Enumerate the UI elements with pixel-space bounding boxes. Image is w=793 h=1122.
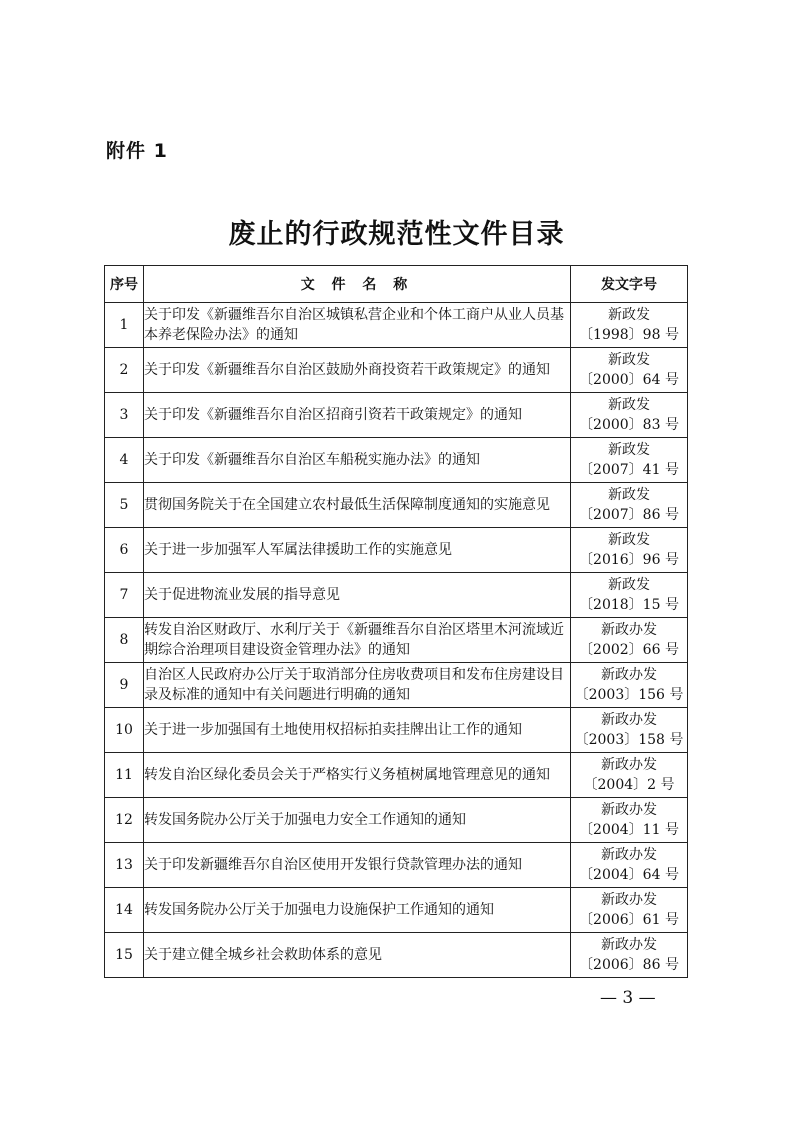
catalog-table [104,265,688,978]
row-seq: 10 [105,708,144,753]
doc-number: 〔2006〕61 号 [579,912,679,928]
row-doc-no [571,753,688,798]
doc-number: 〔2007〕41 号 [579,462,679,478]
row-doc-no [571,798,688,843]
table-row [105,798,688,843]
row-name: 关于建立健全城乡社会救助体系的意见 [144,933,571,978]
doc-issuer: 新政办发 [601,667,657,683]
doc-issuer: 新政发 [608,397,650,413]
row-seq: 5 [105,483,144,528]
row-seq: 1 [105,303,144,348]
row-name: 自治区人民政府办公厅关于取消部分住房收费项目和发布住房建设目录及标准的通知中有关问题进行明确的通知 [144,663,571,708]
row-name: 关于促进物流业发展的指导意见 [144,573,571,618]
row-name: 贯彻国务院关于在全国建立农村最低生活保障制度通知的实施意见 [144,483,571,528]
table-row [105,573,688,618]
row-seq: 6 [105,528,144,573]
doc-number: 〔2007〕86 号 [579,507,679,523]
table-row [105,438,688,483]
page-title: 废止的行政规范性文件目录 [228,219,565,250]
table-row [105,393,688,438]
row-doc-no [571,843,688,888]
doc-number: 〔1998〕98 号 [579,327,679,343]
row-seq: 4 [105,438,144,483]
doc-number: 〔2004〕11 号 [579,822,679,838]
row-name: 关于进一步加强国有土地使用权招标拍卖挂牌出让工作的通知 [144,708,571,753]
table-header-row [105,266,688,303]
doc-issuer: 新政办发 [601,802,657,818]
page-number: — 3 — [600,988,656,1008]
doc-issuer: 新政办发 [601,757,657,773]
table-row [105,348,688,393]
row-doc-no [571,303,688,348]
doc-issuer: 新政办发 [601,712,657,728]
row-doc-no [571,348,688,393]
doc-number: 〔2006〕86 号 [579,957,679,973]
row-doc-no [571,933,688,978]
row-seq: 14 [105,888,144,933]
row-name: 转发自治区财政厅、水利厅关于《新疆维吾尔自治区塔里木河流域近期综合治理项目建设资金管理办法》的通知 [144,618,571,663]
row-name: 关于印发《新疆维吾尔自治区招商引资若干政策规定》的通知 [144,393,571,438]
table-row [105,303,688,348]
row-doc-no [571,708,688,753]
table-row [105,618,688,663]
row-doc-no [571,888,688,933]
row-seq: 3 [105,393,144,438]
doc-issuer: 新政办发 [601,892,657,908]
doc-number: 〔2000〕64 号 [579,372,679,388]
table-row [105,888,688,933]
row-name: 转发国务院办公厅关于加强电力设施保护工作通知的通知 [144,888,571,933]
row-doc-no [571,573,688,618]
row-seq: 2 [105,348,144,393]
row-doc-no [571,483,688,528]
doc-issuer: 新政发 [608,532,650,548]
row-name: 关于印发《新疆维吾尔自治区车船税实施办法》的通知 [144,438,571,483]
doc-issuer: 新政发 [608,307,650,323]
header-name: 文 件 名 称 [144,266,571,303]
row-name: 关于进一步加强军人军属法律援助工作的实施意见 [144,528,571,573]
doc-number: 〔2016〕96 号 [579,552,679,568]
row-seq: 11 [105,753,144,798]
table-row [105,663,688,708]
doc-number: 〔2004〕2 号 [583,777,675,793]
row-name: 转发国务院办公厅关于加强电力安全工作通知的通知 [144,798,571,843]
row-seq: 15 [105,933,144,978]
row-name: 关于印发《新疆维吾尔自治区城镇私营企业和个体工商户从业人员基本养老保险办法》的通知 [144,303,571,348]
table-row [105,483,688,528]
doc-number: 〔2003〕156 号 [574,687,684,703]
doc-issuer: 新政发 [608,442,650,458]
row-seq: 13 [105,843,144,888]
doc-number: 〔2000〕83 号 [579,417,679,433]
table-row [105,708,688,753]
doc-number: 〔2004〕64 号 [579,867,679,883]
doc-issuer: 新政办发 [601,847,657,863]
row-seq: 12 [105,798,144,843]
table-row [105,843,688,888]
doc-issuer: 新政发 [608,487,650,503]
row-doc-no [571,438,688,483]
doc-issuer: 新政办发 [601,622,657,638]
row-doc-no [571,618,688,663]
row-doc-no [571,663,688,708]
row-seq: 9 [105,663,144,708]
row-seq: 8 [105,618,144,663]
attachment-label: 附件 1 [106,140,168,162]
doc-number: 〔2018〕15 号 [579,597,679,613]
header-seq: 序号 [105,266,144,303]
row-name: 转发自治区绿化委员会关于严格实行义务植树属地管理意见的通知 [144,753,571,798]
row-seq: 7 [105,573,144,618]
doc-number: 〔2002〕66 号 [579,642,679,658]
doc-issuer: 新政发 [608,352,650,368]
row-doc-no [571,393,688,438]
row-doc-no [571,528,688,573]
table-row [105,528,688,573]
header-doc-no: 发文字号 [571,266,688,303]
row-name: 关于印发《新疆维吾尔自治区鼓励外商投资若干政策规定》的通知 [144,348,571,393]
row-name: 关于印发新疆维吾尔自治区使用开发银行贷款管理办法的通知 [144,843,571,888]
table-row [105,753,688,798]
doc-issuer: 新政办发 [601,937,657,953]
table-row [105,933,688,978]
doc-number: 〔2003〕158 号 [574,732,684,748]
doc-issuer: 新政发 [608,577,650,593]
